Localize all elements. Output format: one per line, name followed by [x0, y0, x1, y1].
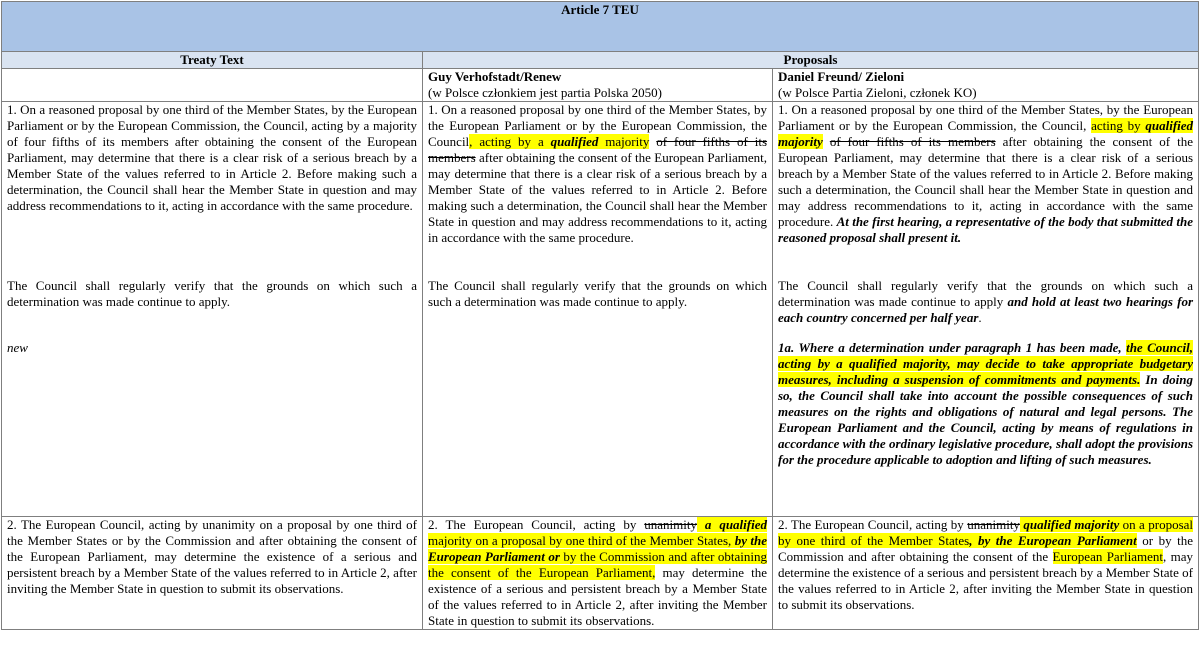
renew-paragraph-2: [423, 517, 773, 630]
renew-p1-highlight: [469, 134, 649, 149]
zieloni-p1-end: after obtaining the consent of the European Parliament, may determine that there is a clear risk of a serious breach by a Member State of the values referred to in Article 2. Before making such a determination, the Council shall hear the Member State in question and may address recommendations to it, acting in accordance with the same procedure.: [778, 134, 1194, 229]
zieloni-p1-text: [778, 102, 1193, 246]
renew-p1-start: 1. On a reasoned proposal by one third of the Member States, by the European Parliament or by the European Commission, the Council: [428, 102, 767, 149]
header-treaty-text: Treaty Text: [2, 52, 423, 69]
treaty-paragraph-1: [2, 102, 423, 517]
renew-p2-hl-3: after obtaining the consent of the European Parliament,: [428, 549, 768, 580]
renew-hl-qualified: qualified: [550, 134, 599, 149]
renew-p2-hl-1: majority on a proposal by one third of the Member States,: [428, 533, 735, 548]
renew-p2-hl-2: by the Commission and: [559, 549, 691, 564]
zieloni-p2-text: [778, 278, 1193, 326]
treaty-p1-text: 1. On a reasoned proposal by one third of the Member States, by the European Parliament or by the European Commission, the Council, acting by a majority of four fifths of its members after obtaining the consent of the European Parliament, may determine that there is a clear risk of a serious breach by a Member State of the values referred to in Article 2. Before making such a determination, the Council shall hear the Member State in question and may address recommendations to it, acting in accordance with the same procedure.: [7, 102, 417, 213]
zieloni-1a-end: In doing so, the Council shall take into account the possible consequences of such measures on the rights and obligations of natural and legal persons. The European Parliament and the Council, acting by means of regulations in accordance with the ordinary legislative procedure, shall adopt the provisions for the procedure applicable to adoption and lifting of such measures.: [778, 372, 1194, 467]
renew-p2-text: The Council shall regularly verify that the grounds on which such a determination was made continue to apply.: [428, 278, 767, 309]
zieloni-p2b-hl-c: on a proposal by one third of the Member States: [778, 517, 1194, 548]
zieloni-p2b-ep: , by the European Parliament: [969, 533, 1137, 548]
zieloni-hl-qualified-majority: qualified majority: [778, 118, 1194, 149]
table-title: Article 7 TEU: [2, 2, 1199, 52]
zieloni-p2b-d: or by the Commission and after obtaining the consent of the: [778, 533, 1194, 564]
zieloni-p2b-start: 2. The European Council, acting by: [778, 517, 968, 532]
renew-p1-end: after obtaining the consent of the European Parliament, may determine that there is a clear risk of a serious breach by a Member State of the values referred to in Article 2. Before making such a determination, the Council shall hear the Member State in question and may address recommendations to it, acting in accordance with the same procedure.: [428, 150, 767, 245]
header-row: [2, 52, 1199, 69]
renew-p2-ep: by the European Parliament or: [428, 533, 767, 564]
zieloni-p1-addition: At the first hearing, a representative of the body that submitted the reasoned proposal shall present it.: [778, 214, 1194, 245]
renew-hl-a: , acting by a: [469, 134, 551, 149]
proposer-zieloni-note: (w Polsce Partia Zieloni, członek KO): [778, 85, 977, 100]
renew-hl-majority: majority: [598, 134, 650, 149]
paragraph-1-row: [2, 102, 1199, 517]
zieloni-1a-text: [778, 340, 1193, 468]
zieloni-paragraph-2: [773, 517, 1199, 630]
proposer-zieloni-name: Daniel Freund/ Zieloni: [778, 69, 905, 84]
renew-p2-strike: unanimity: [644, 517, 697, 532]
renew-p1-strike: of four fifths of its members: [428, 134, 768, 165]
zieloni-p1-start: 1. On a reasoned proposal by one third of the Member States, by the European Parliament or by the European Commission, the Council,: [778, 102, 1194, 133]
proposer-zieloni: [773, 69, 1199, 102]
renew-paragraph-1: [423, 102, 773, 517]
zieloni-p1-strike: of four fifths of its members: [829, 134, 996, 149]
proposer-renew-name: Guy Verhofstadt/Renew: [428, 69, 562, 84]
zieloni-p2b-qualified: qualified majority: [1019, 517, 1120, 532]
title-row: [2, 2, 1199, 52]
paragraph-2-row: [2, 517, 1199, 630]
treaty-paragraph-2: 2. The European Council, acting by unanimity on a proposal by one third of the Member States or by the Commission and after obtaining the consent of the European Parliament, may determine the existence of a serious and persistent breach by a Member State of the values referred to in Article 2, after inviting the Member State in question to submit its observations.: [2, 517, 423, 630]
zieloni-hl-a: acting by: [1091, 118, 1146, 133]
proposers-row: [2, 69, 1199, 102]
treaty-p2-text: The Council shall regularly verify that the grounds on which such a determination was made continue to apply.: [7, 278, 417, 309]
header-proposals: Proposals: [423, 52, 1199, 69]
renew-p2-qualified: a qualified: [696, 517, 767, 532]
zieloni-1a-start: 1a. Where a determination under paragraph 1 has been made,: [778, 340, 1127, 355]
zieloni-p2b-end: , may determine the existence of a serious and persistent breach by a Member State of the values referred to in Article 2, after inviting the Member State in question to submit its observations.: [778, 549, 1194, 612]
zieloni-p2b-hl2: European Parliament: [1052, 549, 1164, 564]
renew-p2-end: may determine the existence of a serious and persistent breach by a Member State of the values referred to in Article 2, after inviting the Member State in question to submit its observations.: [428, 565, 767, 628]
article-7-comparison-table: [1, 1, 1199, 630]
renew-p1-text: [428, 102, 767, 246]
proposers-empty-cell: [2, 69, 423, 102]
proposer-renew: [423, 69, 773, 102]
proposer-renew-note: (w Polsce członkiem jest partia Polska 2050): [428, 85, 662, 100]
treaty-new-label: new: [7, 340, 28, 355]
zieloni-p2-end: .: [978, 310, 982, 325]
zieloni-1a-highlight: the Council, acting by a qualified majority, may decide to take appropriate budgetary measures, including a suspension of commitments and payments.: [778, 340, 1194, 387]
zieloni-p2b-strike: unanimity: [967, 517, 1020, 532]
renew-p2-start: 2. The European Council, acting by: [428, 517, 645, 532]
zieloni-p2-addition: and hold at least two hearings for each country concerned per half year: [778, 294, 1194, 325]
zieloni-paragraph-1: [773, 102, 1199, 517]
zieloni-p2-start: The Council shall regularly verify that the grounds on which such a determination was made continue to apply: [778, 278, 1194, 309]
